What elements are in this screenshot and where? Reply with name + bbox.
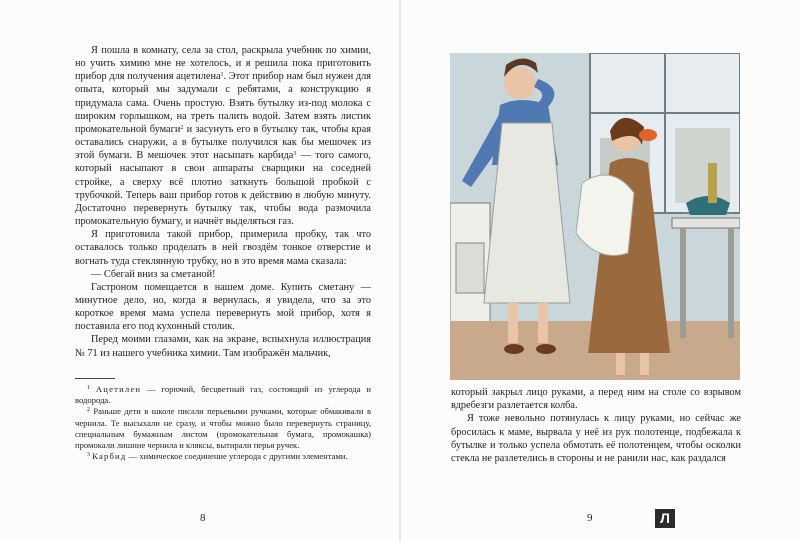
- footnote-ref[interactable]: 2: [180, 124, 184, 131]
- left-page-body-text: [75, 44, 371, 360]
- right-page-body-text: [451, 386, 741, 465]
- footnote: $^3$ Карбид — химическое соединение углерода с другими элементами.: [87, 451, 348, 462]
- paragraph: Гастроном помещается в нашем доме. Купить сметану — минутное дело, но, когда я вернулась, я увидела, что за это короткое время мама успела перевернуть мой прибор, хотя я поставила его под кухонный столик.: [75, 281, 371, 333]
- paragraph: Я тоже невольно потянулась к лицу руками, но сейчас же бросилась к маме, вырвала у неё из рук полотенце, подбежала к бутылке и только успела обмотать её полотенцем, чтобы осколки стекла не разлетелись в стороны и не ранили нас, как раздался: [451, 413, 741, 465]
- paragraph: — Сбегай вниз за сметаной!: [91, 268, 216, 280]
- footnote-ref[interactable]: 1: [220, 72, 224, 79]
- footnote: $^1$ Ацетилен — горючий, бесцветный газ, состоящий из углерода и водорода.: [75, 384, 371, 406]
- footnotes: [75, 384, 371, 462]
- paragraph: Я приготовила такой прибор, примерила пробку, так что оставалось только проделать в ней гвоздём тонкое отверстие и вогнать туда стеклянную трубку, но в это время мама сказала:: [75, 229, 371, 267]
- footnote-divider: [75, 378, 115, 379]
- publisher-logo-icon: Л: [655, 509, 675, 528]
- footnote-ref[interactable]: 3: [293, 151, 297, 158]
- kitchen-illustration: [450, 53, 740, 380]
- footnote: $^2$ Раньше дети в школе писали перьевыми ручками, которые обмакивали в чернила. Те высыхали не сразу, и чтобы можно было перевернуть страницу, специальным бумажным листом (промокательная бумага, промокашка) промокали лишние чернила и кляксы, вытирали перья ручек.: [75, 406, 371, 451]
- left-page: [0, 0, 399, 541]
- paragraph: Я пошла в комнату, села за стол, раскрыла учебник по химии, но учить химию мне не хотелось, и я решила пока приготовить прибор для получения ацетилена$^1$. Этот прибор нам был нужен для опыта, который мы задумали с ребятами, а конструкцию я придумала сама. Очень простую. Взять бутылку из-под молока с широким горлышком, на треть палить водой. Затем взять листик промокательной бумаги$^2$ и засунуть его в бутылку так, чтобы края оставались снаружи, а в бутылке получился как бы мешочек из этой бумаги. В мешочек этот насыпать карбида$^3$ — того самого, который насыпают в свои аппараты сварщики на соседней стройке, а сверху всё плотно заткнуть большой пробкой с трубочкой. Теперь ваш прибор готов к действию в любую минуту. Достаточно перевернуть бутылку так, чтобы вода размочила промокательную бумагу, и начнёт выделяться газ.: [75, 45, 371, 228]
- page-number-right: 9: [587, 512, 593, 524]
- paragraph: который закрыл лицо руками, а перед ним на столе со взрывом вдребезги разлетается колба.: [451, 387, 741, 412]
- paragraph: Перед моими глазами, как на экране, вспыхнула иллюстрация № 71 из нашего учебника химии. Там изображён мальчик,: [75, 334, 371, 359]
- page-number-left: 8: [200, 512, 206, 524]
